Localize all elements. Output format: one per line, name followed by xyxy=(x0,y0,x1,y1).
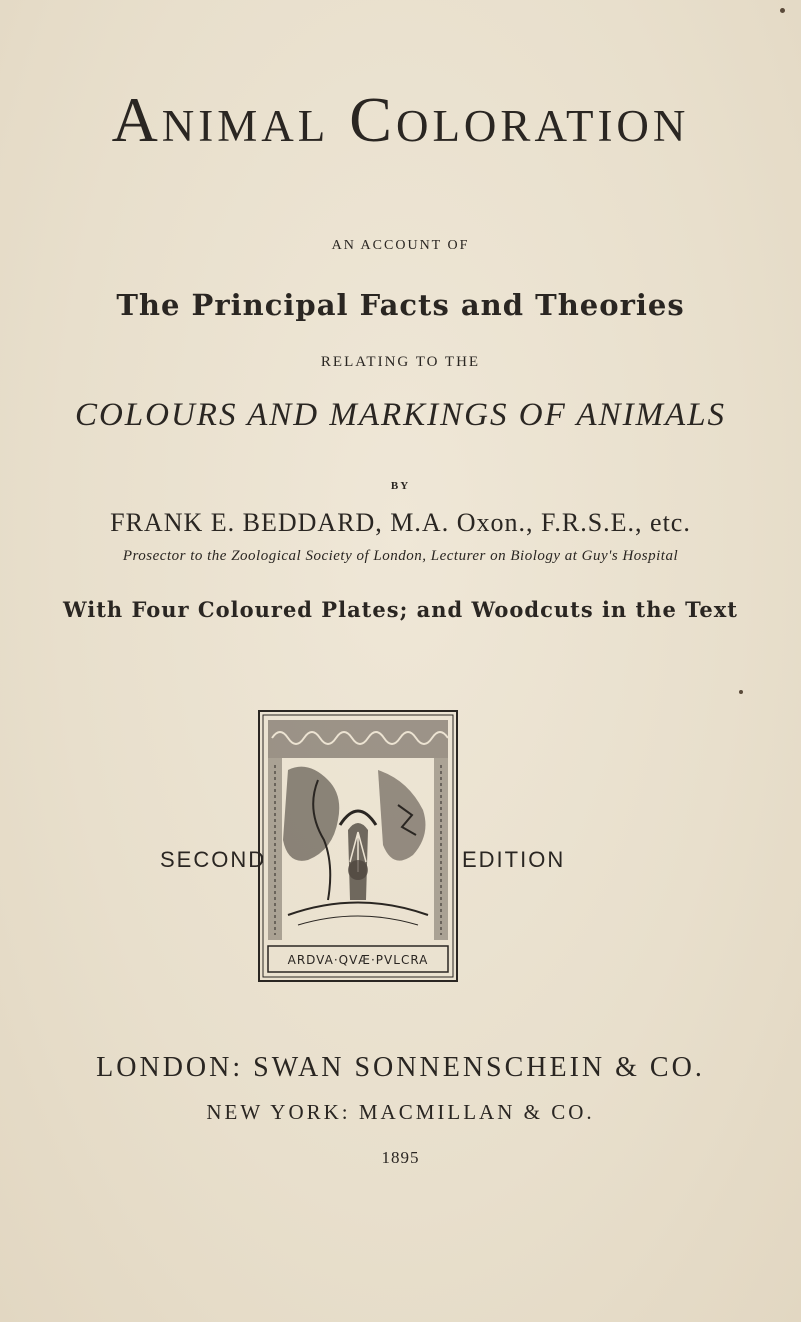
device-motto: ARDVA·QVÆ·PVLCRA xyxy=(287,953,429,967)
subtitle-relating: RELATING TO THE xyxy=(320,354,481,370)
by-label: BY xyxy=(390,480,411,492)
publisher-device-image xyxy=(258,710,458,982)
subtitle-account: AN ACCOUNT OF xyxy=(331,238,470,253)
book-title: Animal Coloration xyxy=(111,84,690,155)
paper-speck xyxy=(780,8,785,13)
author-affiliation: Prosector to the Zoological Society of London, Lecturer on Biology at Guy's Hospital xyxy=(122,548,679,564)
subtitle-principal: The Principal Facts and Theories xyxy=(116,288,685,322)
paper-speck xyxy=(739,690,743,694)
subtitle-colours: COLOURS AND MARKINGS OF ANIMALS xyxy=(74,397,727,433)
edition-label-left: SECOND xyxy=(160,847,267,872)
edition-label-right: EDITION xyxy=(462,847,566,872)
plates-note: With Four Coloured Plates; and Woodcuts in the Text xyxy=(63,597,738,622)
publication-year: 1895 xyxy=(381,1148,420,1167)
imprint-london: LONDON: SWAN SONNENSCHEIN & CO. xyxy=(96,1052,705,1083)
imprint-newyork: NEW YORK: MACMILLAN & CO. xyxy=(206,1100,595,1124)
author-name: FRANK E. BEDDARD, M.A. Oxon., F.R.S.E., etc. xyxy=(110,508,691,537)
